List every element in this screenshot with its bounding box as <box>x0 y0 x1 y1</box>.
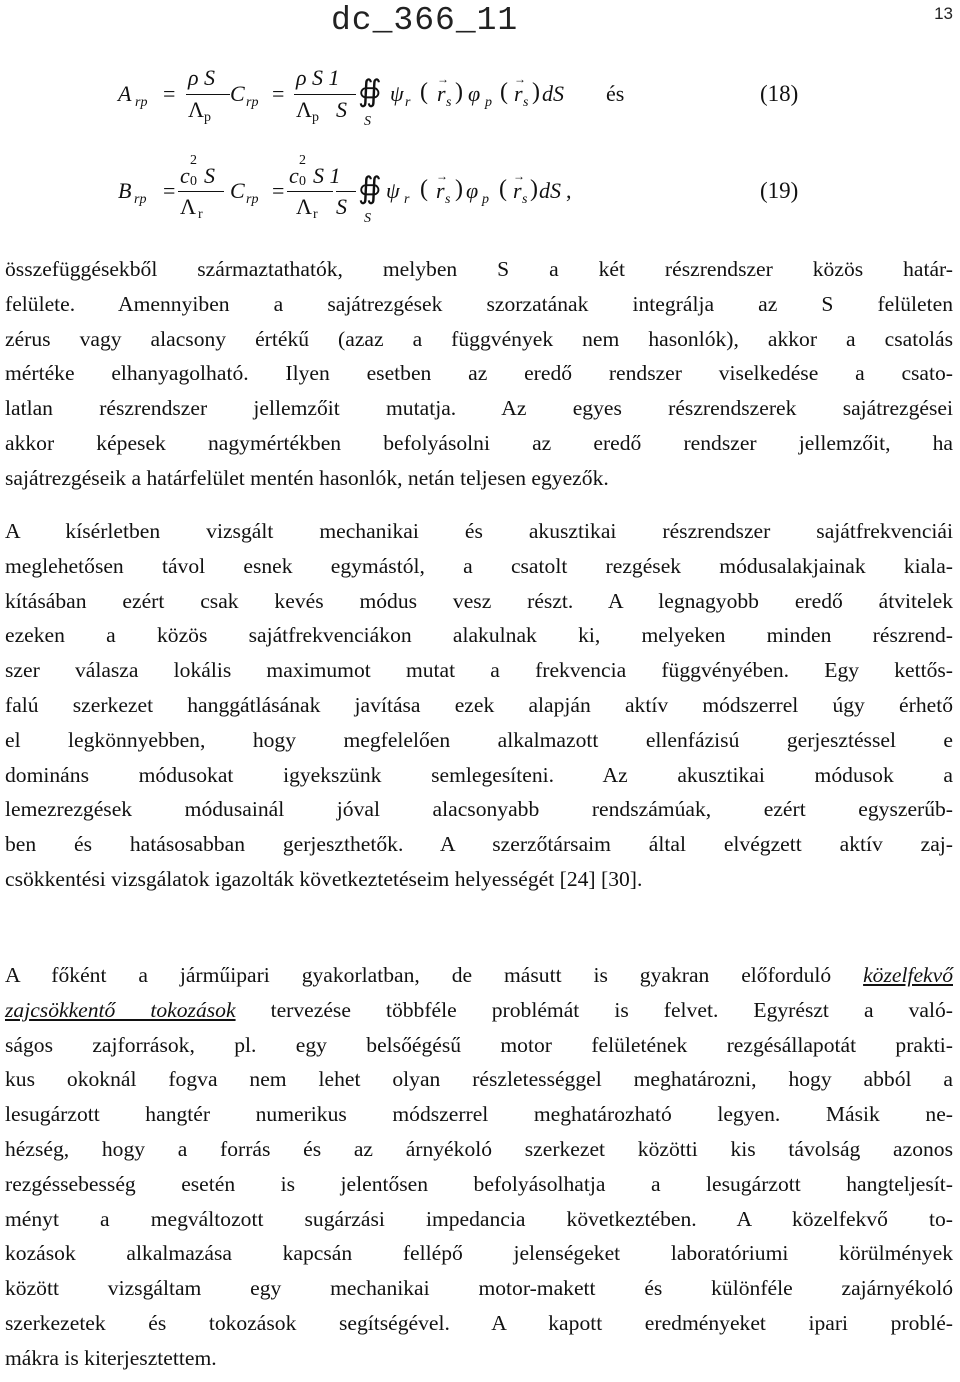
paragraph-line: szer válasza lokális maximumot mutat a frekvencia függvényében. Egy kettős- <box>5 658 953 683</box>
eq18-num2: ρ S 1 <box>296 65 340 90</box>
paragraph-line: akkor képesek nagymértékben befolyásolni az eredő rendszer jellemzőit, ha <box>5 430 953 455</box>
eq19-number: (19) <box>760 178 799 203</box>
paragraph-coupling-explanation <box>5 252 953 496</box>
eq19-num2-sub: 0 <box>299 174 306 189</box>
paragraph-line <box>5 958 953 993</box>
eq18-fraction-bar-2 <box>294 94 338 95</box>
eq19-psi: ψ <box>386 178 400 203</box>
eq18-fraction-bar-3 <box>336 94 356 95</box>
eq18-equals-1: = <box>163 81 176 106</box>
paragraph-line: kus okoknál fogva nem lehet olyan részletességgel meghatározni, hogy abból a <box>5 1067 953 1092</box>
paragraph-line: ben és hatásosabban gerjeszthetők. A szerzőtársaim által elvégzett aktív zaj- <box>5 832 953 857</box>
eq18-paren-open-2: ( <box>500 79 508 105</box>
eq19-equals-1: = <box>163 178 176 203</box>
paragraph-line: hézség, hogy a forrás és az árnyékoló szerkezet közötti kis távolság azonos <box>5 1136 953 1161</box>
eq19-fraction-bar-2 <box>287 191 333 192</box>
eq18-paren-close-2: ) <box>532 79 540 105</box>
eq19-den2: Λ <box>296 194 312 219</box>
eq19-num1: c <box>180 163 190 188</box>
eq19-paren-open-2: ( <box>499 176 507 202</box>
eq18-psi: ψ <box>390 81 404 106</box>
eq18-psi-sub: r <box>405 95 411 110</box>
paragraph-line: ményt a megváltozott sugárzási impedancia következtében. A közelfekvő to- <box>5 1206 953 1231</box>
eq19-paren-close-1: ) <box>455 176 463 202</box>
eq19-num2-tail: S 1 <box>313 163 341 188</box>
eq19-rvec-sub-1: s <box>445 192 451 207</box>
eq18-paren-open-1: ( <box>420 79 428 105</box>
eq18-vector-arrow-2: → <box>514 72 526 86</box>
eq19-vector-arrow-2: → <box>513 169 525 183</box>
equation-18 <box>0 60 960 140</box>
paragraph-line: sajátrezgéseik a határfelület mentén hasonlók, netán teljesen egyezők. <box>5 465 609 490</box>
eq18-rvec-1: r <box>437 81 446 106</box>
eq19-paren-close-2: ) <box>530 176 538 202</box>
eq19-paren-open-1: ( <box>420 176 428 202</box>
eq19-ds: dS <box>539 178 561 203</box>
eq19-num1-tail: S <box>204 163 215 188</box>
eq19-num1-sub: 0 <box>190 174 197 189</box>
paragraph-line: kításában ezért csak kevés módus vesz részt. A legnagyobb eredő átvitelek <box>5 588 953 613</box>
eq19-phi-sub: p <box>482 192 489 207</box>
eq19-den2-extra: S <box>336 194 347 219</box>
paragraph-line: összefüggésekből származtathatók, melyben S a két részrendszer közös határ- <box>5 257 953 281</box>
paragraph-line: ezeken a közös sajátfrekvenciákon alakulnak ki, melyeken minden részrend- <box>5 623 953 648</box>
eq18-mid-sub: rp <box>246 95 259 110</box>
paragraph-line: mértéke elhanyagolható. Ilyen esetben az eredő rendszer viselkedése a csato- <box>5 361 953 386</box>
eq18-num1: ρ S <box>188 65 216 90</box>
paragraph-line: felülete. Amennyiben a sajátrezgések szorzatának integrálja az S felületen <box>5 291 953 316</box>
eq19-equals-2: = <box>272 178 285 203</box>
paragraph-line: ságos zajforrások, pl. egy belsőégésű motor felületének rezgésállapotát prakti- <box>5 1032 953 1057</box>
paragraph-line: kozások alkalmazása kapcsán fellépő jelenségeket laboratóriumi körülmények <box>5 1241 953 1266</box>
eq19-mid: C <box>230 178 245 203</box>
eq18-phi: φ <box>468 81 481 106</box>
eq18-vector-arrow-1: → <box>437 72 449 86</box>
eq18-fraction-bar-1 <box>186 94 230 95</box>
eq19-fraction-bar-3 <box>336 191 356 192</box>
eq18-lhs-sub: rp <box>135 95 148 110</box>
eq19-fraction-bar-1 <box>178 191 224 192</box>
eq18-den2: Λ <box>296 97 312 122</box>
eq18-den2-sub: p <box>312 110 319 125</box>
paragraph-line: csökkentési vizsgálatok igazolták következtetéseim helyességét [24] [30]. <box>5 866 643 891</box>
eq18-equals-2: = <box>272 81 285 106</box>
emphasized-term: közelfekvő <box>863 963 953 987</box>
paragraph-line: el legkönnyebben, hogy megfelelően alkalmazott ellenfázisú gerjesztéssel e <box>5 727 953 752</box>
paragraph-line: között vizsgáltam egy mechanikai motor-makett és különféle zajárnyékoló <box>5 1276 953 1301</box>
eq19-num2-sup: 2 <box>299 153 306 168</box>
paragraph-line: latlan részrendszer jellemzőit mutatja. Az egyes részrendszerek sajátrezgései <box>5 396 953 421</box>
paragraph-line: rezgéssebesség esetén is jelentősen befolyásolhatja a lesugárzott hangteljesít- <box>5 1171 953 1196</box>
eq18-den2-extra: S <box>336 97 347 122</box>
eq18-domain: S <box>364 114 371 129</box>
eq19-rvec-2: r <box>513 178 522 203</box>
eq19-num2: c <box>289 163 299 188</box>
eq19-mid-sub: rp <box>246 192 259 207</box>
eq19-vector-arrow-1: → <box>436 169 448 183</box>
eq19-psi-sub: r <box>404 192 410 207</box>
paragraph-line: lesugárzott hangtér numerikus módszerrel meghatározható legyen. Másik ne- <box>5 1102 953 1127</box>
eq19-rvec-sub-2: s <box>522 192 528 207</box>
paragraph-line: falú szerkezet hanggátlásának javítása ezek alapján aktív módszerrel úgy érhető <box>5 692 953 717</box>
eq18-number: (18) <box>760 81 799 106</box>
eq18-rvec-2: r <box>514 81 523 106</box>
page-number: 13 <box>934 4 953 23</box>
eq19-lhs: B <box>118 178 132 203</box>
eq19-den1: Λ <box>180 194 196 219</box>
eq18-den1: Λ <box>188 97 204 122</box>
eq19-surface-integral-sign: ∯ <box>358 172 382 205</box>
paragraph-experiment <box>5 514 953 897</box>
eq19-phi: φ <box>466 178 479 203</box>
eq19-num1-sup: 2 <box>190 153 197 168</box>
eq18-conjunction: és <box>606 81 625 106</box>
document-id: dc_366_11 <box>331 2 519 39</box>
paragraph-line: mákra is kiterjesztettem. <box>5 1345 217 1370</box>
paragraph-line: A kísérletben vizsgált mechanikai és akusztikai részrendszer sajátfrekvenciái <box>5 519 953 543</box>
eq19-den2-sub: r <box>313 207 318 222</box>
paragraph-line: szerkezetek és tokozások segítségével. A kapott eredményeket ipari problé- <box>5 1310 953 1335</box>
eq18-surface-integral-sign: ∯ <box>358 75 382 108</box>
eq18-phi-sub: p <box>485 95 492 110</box>
equation-19 <box>0 153 960 237</box>
paragraph-line: domináns módusokat igyekszünk semlegesíteni. Az akusztikai módusok a <box>5 762 953 787</box>
eq18-den1-sub: p <box>204 110 211 125</box>
paragraph-line: lemezrezgések módusainál jóval alacsonyabb rendszámúak, ezért egyszerűb- <box>5 797 953 822</box>
paragraph-line <box>5 993 953 1028</box>
paragraph-enclosures <box>5 958 953 1376</box>
paragraph-line: zérus vagy alacsony értékű (azaz a függvények nem hasonlók), akkor a csatolás <box>5 326 953 351</box>
paragraph-text: tervezése többféle problémát is felvet. Egyrészt a való- <box>235 997 953 1022</box>
eq18-mid: C <box>230 81 245 106</box>
eq18-rvec-sub-2: s <box>523 95 529 110</box>
eq19-rvec-1: r <box>436 178 445 203</box>
eq18-paren-close-1: ) <box>455 79 463 105</box>
eq19-lhs-sub: rp <box>134 192 147 207</box>
eq18-rvec-sub-1: s <box>446 95 452 110</box>
eq18-lhs: A <box>118 81 132 106</box>
eq19-trailing-comma: , <box>566 178 572 203</box>
paragraph-text: A főként a járműipari gyakorlatban, de másutt is gyakran előforduló <box>5 963 864 987</box>
eq19-den1-sub: r <box>198 207 203 222</box>
eq18-ds: dS <box>542 81 564 106</box>
paragraph-line: meglehetősen távol esnek egymástól, a csatolt rezgések módusalakjainak kiala- <box>5 553 953 578</box>
eq19-domain: S <box>364 211 371 226</box>
emphasized-term: zajcsökkentő tokozások <box>5 997 236 1022</box>
